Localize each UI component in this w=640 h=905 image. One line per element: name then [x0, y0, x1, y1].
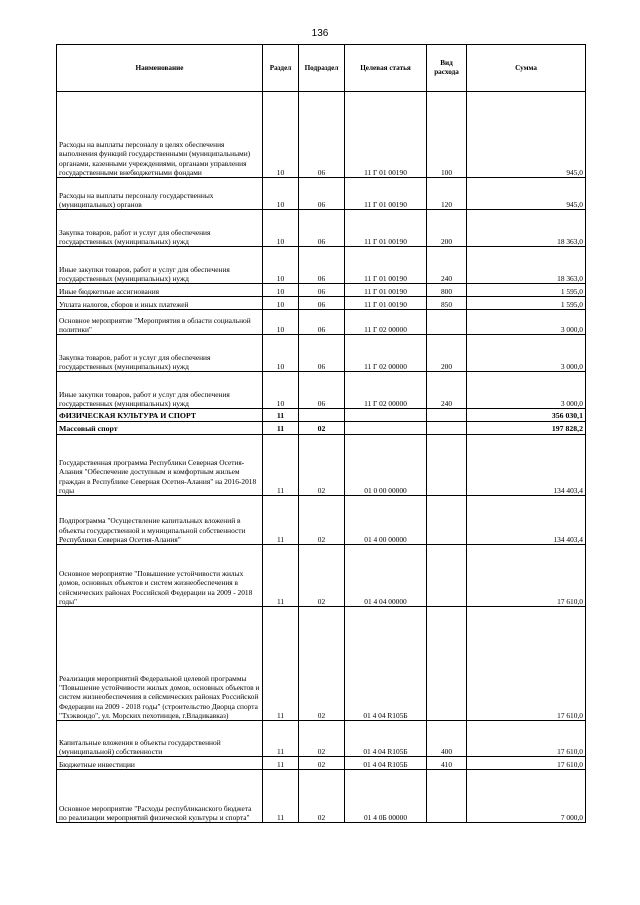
cell-name: Капитальные вложения в объекты государственной (муниципальной) собственности — [57, 721, 263, 757]
cell-target: 11 Г 02 00000 — [345, 372, 427, 409]
cell-razdel: 10 — [263, 92, 299, 178]
cell-target: 01 4 04 R105Б — [345, 721, 427, 757]
cell-target: 01 4 0Б 00000 — [345, 770, 427, 823]
table-row — [57, 435, 586, 496]
cell-razdel: 11 — [263, 757, 299, 770]
cell-podrazdel: 06 — [299, 297, 345, 310]
cell-target: 01 4 00 00000 — [345, 496, 427, 545]
cell-podrazdel — [299, 409, 345, 422]
cell-sum: 945,0 — [467, 178, 586, 210]
table-row — [57, 409, 586, 422]
table-row — [57, 92, 586, 178]
cell-name: Массовый спорт — [57, 422, 263, 435]
cell-name: Иные закупки товаров, работ и услуг для обеспечения государственных (муниципальных) нужд — [57, 247, 263, 284]
cell-sum: 356 030,1 — [467, 409, 586, 422]
cell-sum: 945,0 — [467, 92, 586, 178]
cell-razdel: 11 — [263, 770, 299, 823]
table-row — [57, 297, 586, 310]
cell-sum: 3 000,0 — [467, 310, 586, 335]
cell-razdel: 10 — [263, 284, 299, 297]
cell-target: 11 Г 01 00190 — [345, 210, 427, 247]
cell-razdel: 11 — [263, 435, 299, 496]
cell-name: Иные бюджетные ассигнования — [57, 284, 263, 297]
cell-sum: 3 000,0 — [467, 372, 586, 409]
cell-vid — [427, 770, 467, 823]
cell-sum: 197 828,2 — [467, 422, 586, 435]
header-podrazdel: Подраздел — [299, 45, 345, 92]
cell-name: Расходы на выплаты персоналу государственных (муниципальных) органов — [57, 178, 263, 210]
table-row — [57, 770, 586, 823]
cell-razdel: 11 — [263, 409, 299, 422]
cell-sum: 1 595,0 — [467, 284, 586, 297]
cell-target: 11 Г 01 00190 — [345, 178, 427, 210]
table-row — [57, 372, 586, 409]
cell-razdel: 11 — [263, 496, 299, 545]
cell-vid: 120 — [427, 178, 467, 210]
cell-vid — [427, 496, 467, 545]
cell-vid — [427, 422, 467, 435]
table-row — [57, 422, 586, 435]
cell-sum: 17 610,0 — [467, 607, 586, 721]
cell-vid: 400 — [427, 721, 467, 757]
cell-target: 11 Г 01 00190 — [345, 284, 427, 297]
cell-razdel: 10 — [263, 210, 299, 247]
cell-sum: 7 000,0 — [467, 770, 586, 823]
cell-name: ФИЗИЧЕСКАЯ КУЛЬТУРА И СПОРТ — [57, 409, 263, 422]
cell-razdel: 11 — [263, 721, 299, 757]
cell-vid — [427, 435, 467, 496]
cell-podrazdel: 06 — [299, 247, 345, 284]
cell-vid: 800 — [427, 284, 467, 297]
cell-podrazdel: 06 — [299, 178, 345, 210]
table-row — [57, 247, 586, 284]
cell-target: 01 4 04 R105Б — [345, 757, 427, 770]
cell-podrazdel: 02 — [299, 545, 345, 607]
cell-vid: 850 — [427, 297, 467, 310]
cell-sum: 134 403,4 — [467, 496, 586, 545]
table-header-row — [57, 45, 586, 92]
cell-target: 11 Г 01 00190 — [345, 247, 427, 284]
cell-podrazdel: 06 — [299, 372, 345, 409]
cell-sum: 17 610,0 — [467, 545, 586, 607]
cell-target: 01 4 04 R105Б — [345, 607, 427, 721]
table-row — [57, 335, 586, 372]
cell-target: 01 4 04 00000 — [345, 545, 427, 607]
cell-podrazdel: 02 — [299, 435, 345, 496]
cell-podrazdel: 06 — [299, 310, 345, 335]
cell-podrazdel: 06 — [299, 284, 345, 297]
budget-table — [56, 44, 586, 823]
cell-name: Реализация мероприятий Федеральной целевой программы "Повышение устойчивости жилых домов, основных объектов и систем жизнеобеспечения в сейсмических районах Российской Федерации на 2009 - 2018 годы" (строительство Дворца спорта "Тхэквондо", ул. Морских пехотинцев, г.Владикавказ) — [57, 607, 263, 721]
cell-name: Уплата налогов, сборов и иных платежей — [57, 297, 263, 310]
cell-vid — [427, 545, 467, 607]
table-row — [57, 721, 586, 757]
cell-name: Основное мероприятие "Расходы республиканского бюджета по реализации мероприятий физической культуры и спорта" — [57, 770, 263, 823]
cell-podrazdel: 02 — [299, 607, 345, 721]
cell-razdel: 10 — [263, 247, 299, 284]
cell-vid: 240 — [427, 372, 467, 409]
cell-vid — [427, 607, 467, 721]
cell-razdel: 11 — [263, 545, 299, 607]
page-number: 136 — [311, 28, 329, 39]
table-row — [57, 496, 586, 545]
cell-vid: 240 — [427, 247, 467, 284]
cell-razdel: 10 — [263, 372, 299, 409]
cell-podrazdel: 02 — [299, 770, 345, 823]
table-row — [57, 545, 586, 607]
cell-vid — [427, 409, 467, 422]
cell-target: 11 Г 01 00190 — [345, 297, 427, 310]
cell-target: 11 Г 01 00190 — [345, 92, 427, 178]
cell-name: Закупка товаров, работ и услуг для обеспечения государственных (муниципальных) нужд — [57, 210, 263, 247]
cell-sum: 17 610,0 — [467, 757, 586, 770]
table-row — [57, 310, 586, 335]
cell-name: Расходы на выплаты персоналу в целях обеспечения выполнения функций государственными (муниципальными) органами, казенными учреждениями, органами управления государственными внебюджетными фондами — [57, 92, 263, 178]
cell-razdel: 10 — [263, 335, 299, 372]
cell-vid: 410 — [427, 757, 467, 770]
cell-sum: 1 595,0 — [467, 297, 586, 310]
table-row — [57, 210, 586, 247]
cell-sum: 3 000,0 — [467, 335, 586, 372]
cell-podrazdel: 06 — [299, 335, 345, 372]
header-vid: Вид расхода — [427, 45, 467, 92]
cell-podrazdel: 02 — [299, 721, 345, 757]
cell-razdel: 10 — [263, 178, 299, 210]
cell-razdel: 11 — [263, 422, 299, 435]
cell-podrazdel: 06 — [299, 210, 345, 247]
cell-sum: 18 363,0 — [467, 210, 586, 247]
cell-razdel: 10 — [263, 297, 299, 310]
header-name: Наименование — [57, 45, 263, 92]
cell-target — [345, 409, 427, 422]
table-row — [57, 178, 586, 210]
cell-razdel: 10 — [263, 310, 299, 335]
cell-name: Иные закупки товаров, работ и услуг для обеспечения государственных (муниципальных) нужд — [57, 372, 263, 409]
cell-target: 11 Г 02 00000 — [345, 335, 427, 372]
table-row — [57, 607, 586, 721]
cell-name: Государственная программа Республики Северная Осетия-Алания "Обеспечение доступным и комфортным жильем граждан в Республике Северная Осетия-Алания" на 2016-2018 годы — [57, 435, 263, 496]
cell-name: Основное мероприятие "Повышение устойчивости жилых домов, основных объектов и систем жизнеобеспечения в сейсмических районах Российской Федерации на 2009 - 2018 годы" — [57, 545, 263, 607]
cell-sum: 17 610,0 — [467, 721, 586, 757]
header-target: Целевая статья — [345, 45, 427, 92]
table-row — [57, 284, 586, 297]
header-sum: Сумма — [467, 45, 586, 92]
cell-podrazdel: 02 — [299, 757, 345, 770]
cell-target: 11 Г 02 00000 — [345, 310, 427, 335]
header-razdel: Раздел — [263, 45, 299, 92]
cell-vid: 100 — [427, 92, 467, 178]
cell-podrazdel: 02 — [299, 422, 345, 435]
cell-sum: 134 403,4 — [467, 435, 586, 496]
cell-vid: 200 — [427, 335, 467, 372]
cell-vid — [427, 310, 467, 335]
cell-sum: 18 363,0 — [467, 247, 586, 284]
cell-podrazdel: 06 — [299, 92, 345, 178]
cell-vid: 200 — [427, 210, 467, 247]
cell-name: Закупка товаров, работ и услуг для обеспечения государственных (муниципальных) нужд — [57, 335, 263, 372]
cell-target: 01 0 00 00000 — [345, 435, 427, 496]
cell-podrazdel: 02 — [299, 496, 345, 545]
cell-name: Подпрограмма "Осуществление капитальных вложений в объекты государственной и муниципальной собственности Республики Северная Осетия-Алания" — [57, 496, 263, 545]
cell-name: Основное мероприятие "Мероприятия в области социальной политики" — [57, 310, 263, 335]
cell-target — [345, 422, 427, 435]
cell-name: Бюджетные инвестиции — [57, 757, 263, 770]
table-row — [57, 757, 586, 770]
cell-razdel: 11 — [263, 607, 299, 721]
